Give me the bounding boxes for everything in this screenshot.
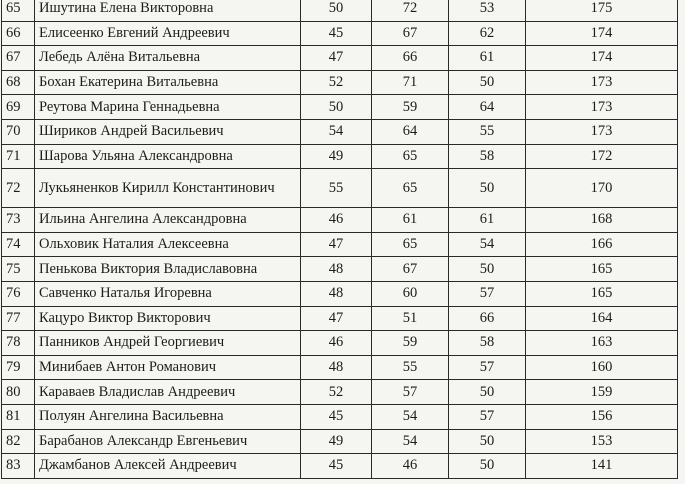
student-name: Панников Андрей Георгиевич bbox=[35, 331, 301, 356]
score-3: 64 bbox=[449, 95, 526, 120]
score-2: 65 bbox=[372, 144, 449, 169]
score-3: 50 bbox=[449, 257, 526, 282]
score-1: 50 bbox=[301, 0, 372, 21]
score-3: 50 bbox=[449, 429, 526, 454]
table-row bbox=[2, 46, 678, 71]
score-2: 46 bbox=[372, 454, 449, 479]
score-3: 61 bbox=[449, 46, 526, 71]
score-2: 51 bbox=[372, 306, 449, 331]
student-name: Караваев Владислав Андреевич bbox=[35, 380, 301, 405]
student-name: Минибаев Антон Романович bbox=[35, 355, 301, 380]
row-number: 83 bbox=[2, 454, 35, 479]
score-total: 163 bbox=[526, 331, 678, 356]
score-total: 164 bbox=[526, 306, 678, 331]
score-1: 48 bbox=[301, 355, 372, 380]
score-2: 59 bbox=[372, 95, 449, 120]
student-name: Ишутина Елена Викторовна bbox=[35, 0, 301, 21]
score-total: 168 bbox=[526, 208, 678, 233]
student-name: Савченко Наталья Игоревна bbox=[35, 281, 301, 306]
score-2: 60 bbox=[372, 281, 449, 306]
score-3: 55 bbox=[449, 119, 526, 144]
score-2: 54 bbox=[372, 404, 449, 429]
score-2: 66 bbox=[372, 46, 449, 71]
row-number: 74 bbox=[2, 232, 35, 257]
results-table bbox=[1, 0, 678, 479]
score-total: 173 bbox=[526, 70, 678, 95]
table-row bbox=[2, 281, 678, 306]
table-row bbox=[2, 232, 678, 257]
score-2: 72 bbox=[372, 0, 449, 21]
table-row bbox=[2, 169, 678, 208]
table-row bbox=[2, 70, 678, 95]
score-1: 54 bbox=[301, 119, 372, 144]
score-3: 53 bbox=[449, 0, 526, 21]
score-2: 57 bbox=[372, 380, 449, 405]
score-1: 45 bbox=[301, 454, 372, 479]
score-2: 67 bbox=[372, 21, 449, 46]
student-name: Пенькова Виктория Владиславовна bbox=[35, 257, 301, 282]
score-1: 45 bbox=[301, 404, 372, 429]
score-1: 47 bbox=[301, 46, 372, 71]
student-name: Шарова Ульяна Александровна bbox=[35, 144, 301, 169]
student-name: Бохан Екатерина Витальевна bbox=[35, 70, 301, 95]
score-total: 172 bbox=[526, 144, 678, 169]
table-row bbox=[2, 355, 678, 380]
student-name: Джамбанов Алексей Андреевич bbox=[35, 454, 301, 479]
student-name: Шириков Андрей Васильевич bbox=[35, 119, 301, 144]
table-row bbox=[2, 306, 678, 331]
row-number: 80 bbox=[2, 380, 35, 405]
score-2: 65 bbox=[372, 232, 449, 257]
score-total: 160 bbox=[526, 355, 678, 380]
score-1: 49 bbox=[301, 144, 372, 169]
score-total: 174 bbox=[526, 46, 678, 71]
score-1: 50 bbox=[301, 95, 372, 120]
table-row bbox=[2, 404, 678, 429]
score-total: 156 bbox=[526, 404, 678, 429]
row-number: 65 bbox=[2, 0, 35, 21]
row-number: 73 bbox=[2, 208, 35, 233]
row-number: 67 bbox=[2, 46, 35, 71]
score-3: 50 bbox=[449, 454, 526, 479]
table-row bbox=[2, 119, 678, 144]
score-3: 57 bbox=[449, 404, 526, 429]
score-total: 173 bbox=[526, 119, 678, 144]
student-name: Реутова Марина Геннадьевна bbox=[35, 95, 301, 120]
table-row bbox=[2, 208, 678, 233]
score-3: 54 bbox=[449, 232, 526, 257]
row-number: 79 bbox=[2, 355, 35, 380]
row-number: 82 bbox=[2, 429, 35, 454]
score-2: 54 bbox=[372, 429, 449, 454]
student-name: Ольховик Наталия Алексеевна bbox=[35, 232, 301, 257]
score-2: 64 bbox=[372, 119, 449, 144]
score-1: 55 bbox=[301, 169, 372, 208]
score-total: 173 bbox=[526, 95, 678, 120]
table-row bbox=[2, 257, 678, 282]
row-number: 70 bbox=[2, 119, 35, 144]
row-number: 66 bbox=[2, 21, 35, 46]
score-2: 55 bbox=[372, 355, 449, 380]
row-number: 69 bbox=[2, 95, 35, 120]
score-2: 67 bbox=[372, 257, 449, 282]
score-3: 57 bbox=[449, 281, 526, 306]
table-row bbox=[2, 380, 678, 405]
table-row bbox=[2, 95, 678, 120]
student-name: Барабанов Александр Евгеньевич bbox=[35, 429, 301, 454]
student-name: Ильина Ангелина Александровна bbox=[35, 208, 301, 233]
table-row bbox=[2, 144, 678, 169]
table-row bbox=[2, 429, 678, 454]
row-number: 76 bbox=[2, 281, 35, 306]
score-3: 58 bbox=[449, 144, 526, 169]
score-3: 50 bbox=[449, 169, 526, 208]
score-3: 61 bbox=[449, 208, 526, 233]
student-name: Лебедь Алёна Витальевна bbox=[35, 46, 301, 71]
score-2: 61 bbox=[372, 208, 449, 233]
score-total: 175 bbox=[526, 0, 678, 21]
row-number: 72 bbox=[2, 169, 35, 208]
score-1: 52 bbox=[301, 70, 372, 95]
score-total: 174 bbox=[526, 21, 678, 46]
row-number: 77 bbox=[2, 306, 35, 331]
row-number: 78 bbox=[2, 331, 35, 356]
score-2: 71 bbox=[372, 70, 449, 95]
score-total: 153 bbox=[526, 429, 678, 454]
score-3: 50 bbox=[449, 380, 526, 405]
student-name: Елисеенко Евгений Андреевич bbox=[35, 21, 301, 46]
row-number: 71 bbox=[2, 144, 35, 169]
table-row bbox=[2, 454, 678, 479]
score-total: 165 bbox=[526, 281, 678, 306]
score-3: 66 bbox=[449, 306, 526, 331]
score-2: 59 bbox=[372, 331, 449, 356]
student-name: Полуян Ангелина Васильевна bbox=[35, 404, 301, 429]
score-total: 165 bbox=[526, 257, 678, 282]
score-3: 58 bbox=[449, 331, 526, 356]
student-name: Лукьяненков Кирилл Константинович bbox=[35, 169, 301, 208]
score-1: 45 bbox=[301, 21, 372, 46]
row-number: 75 bbox=[2, 257, 35, 282]
score-3: 50 bbox=[449, 70, 526, 95]
student-name: Кацуро Виктор Викторович bbox=[35, 306, 301, 331]
score-total: 159 bbox=[526, 380, 678, 405]
score-1: 48 bbox=[301, 281, 372, 306]
score-1: 49 bbox=[301, 429, 372, 454]
score-1: 47 bbox=[301, 306, 372, 331]
row-number: 68 bbox=[2, 70, 35, 95]
score-3: 57 bbox=[449, 355, 526, 380]
row-number: 81 bbox=[2, 404, 35, 429]
score-1: 46 bbox=[301, 208, 372, 233]
results-table-body bbox=[2, 0, 678, 478]
score-2: 65 bbox=[372, 169, 449, 208]
score-total: 170 bbox=[526, 169, 678, 208]
score-1: 46 bbox=[301, 331, 372, 356]
table-row bbox=[2, 21, 678, 46]
score-total: 166 bbox=[526, 232, 678, 257]
table-row bbox=[2, 0, 678, 21]
score-1: 52 bbox=[301, 380, 372, 405]
score-3: 62 bbox=[449, 21, 526, 46]
score-total: 141 bbox=[526, 454, 678, 479]
score-1: 48 bbox=[301, 257, 372, 282]
score-1: 47 bbox=[301, 232, 372, 257]
table-row bbox=[2, 331, 678, 356]
